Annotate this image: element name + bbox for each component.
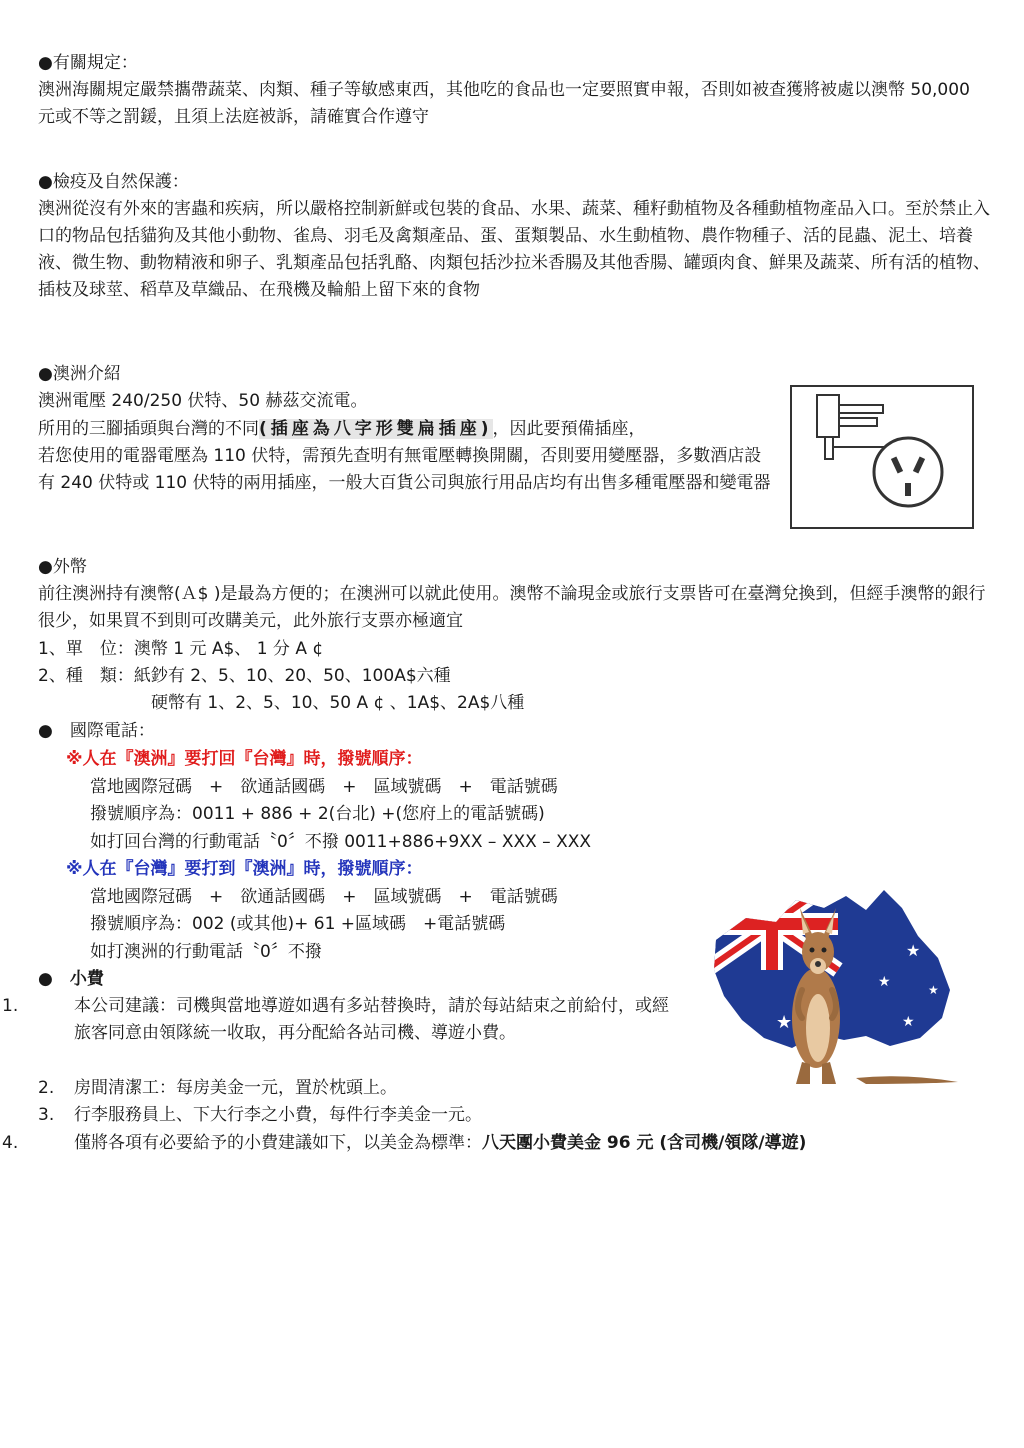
tip-text: 房間清潔工：每房美金一元，置於枕頭上。	[74, 1078, 397, 1098]
tips-heading: ● 小費	[38, 969, 104, 989]
currency-kinds-coins: 硬幣有 1、2、5、10、50 A ¢ 、1A$、2A$八種	[151, 693, 525, 713]
tip-text: 行李服務員上、下大行李之小費，每件行李美金一元。	[74, 1105, 482, 1125]
au-to-tw-title: ※人在『澳洲』要打回『台灣』時，撥號順序：	[66, 749, 423, 769]
tip-text: 僅將各項有必要給予的小費建議如下，以美金為標準：	[74, 1133, 482, 1153]
voltage-advice: 若您使用的電器電壓為 110 伏特，需預先查明有無電壓轉換開關，否則要用變壓器，多數酒店設有 240 伏特或 110 伏特的兩用插座，一般大百貨公司與旅行用品店均有出售多種電壓器和變電器	[38, 446, 771, 493]
au-order: 撥號順序為：0011 + 886 + 2(台北) +(您府上的電話號碼)	[90, 804, 545, 824]
currency-unit: 1、單 位：澳幣 1 元 A$、 1 分 A ¢	[38, 639, 324, 659]
tip-item-2	[38, 1075, 397, 1102]
tw-to-au-title: ※人在『台灣』要打到『澳洲』時，撥號順序：	[66, 859, 423, 879]
customs-text: 澳洲海關規定嚴禁攜帶蔬菜、肉類、種子等敏感東西，其他吃的食品也一定要照實申報，否則如被查獲將被處以澳幣 50,000 元或不等之罰鍰，且須上法庭被訴，請確實合作遵守	[38, 80, 970, 127]
plug-line	[38, 416, 646, 443]
star-icon: ★	[902, 1014, 915, 1030]
kangaroo-australia-image	[706, 878, 958, 1090]
tip-item-1	[2, 993, 674, 1047]
voltage-line: 澳洲電壓 240/250 伏特、50 赫茲交流電。	[38, 391, 368, 411]
plug-type-highlight: (插座為八字形雙扁插座)	[259, 419, 493, 439]
star-icon: ★	[776, 1012, 793, 1033]
customs-heading: ●有關規定：	[38, 53, 138, 73]
tip-item-3	[38, 1102, 482, 1129]
star-icon: ★	[878, 974, 891, 990]
tw-formula: 當地國際冠碼 + 欲通話國碼 + 區域號碼 + 電話號碼	[90, 887, 558, 907]
quarantine-text: 澳洲從沒有外來的害蟲和疾病，所以嚴格控制新鮮或包裝的食品、水果、蔬菜、種籽動植物及各種動植物產品入口。至於禁止入口的物品包括貓狗及其他小動物、雀鳥、羽毛及禽類產品、蛋、蛋類製品、水生動植物、農作物種子、活的昆蟲、泥土、培養液、微生物、動物精液和卵子、乳類產品包括乳酪、肉類包括沙拉米香腸及其他香腸、罐頭肉食、鮮果及蔬菜、所有活的植物、插枝及球莖、稻草及草織品、在飛機及輪船上留下來的食物	[38, 199, 990, 300]
currency-text: 前往澳洲持有澳幣(Ａ$ )是最為方便的；在澳洲可以就此使用。澳幣不論現金或旅行支票皆可在臺灣兌換到，但經手澳幣的銀行很少，如果買不到則可改購美元，此外旅行支票亦極適宜	[38, 584, 986, 631]
intro-heading: ●澳洲介紹	[38, 364, 121, 384]
tip-number: 3.	[38, 1105, 55, 1125]
currency-kinds-notes: 2、種 類：紙鈔有 2、5、10、20、50、100A$六種	[38, 666, 451, 686]
plug-socket-image	[790, 385, 974, 529]
plug-text-post: ，因此要預備插座，	[492, 419, 646, 439]
tw-mobile: 如打澳洲的行動電話〝0〞不撥	[90, 942, 322, 962]
currency-heading: ●外幣	[38, 557, 87, 577]
tip-number: 1.	[2, 996, 19, 1016]
au-mobile: 如打回台灣的行動電話〝0〞不撥 0011+886+9XX – XXX – XXX	[90, 832, 592, 852]
quarantine-heading: ●檢疫及自然保護：	[38, 172, 189, 192]
star-icon: ★	[906, 941, 921, 960]
plug-text-pre: 所用的三腳插頭與台灣的不同	[38, 419, 259, 439]
tip-number: 4.	[2, 1133, 19, 1153]
tip-item-4	[2, 1130, 1004, 1157]
tw-order: 撥號順序為：002 (或其他)+ 61 +區域碼 +電話號碼	[90, 914, 506, 934]
tip-number: 2.	[38, 1078, 55, 1098]
tip-amount-highlight: 八天團小費美金 96 元 (含司機/領隊/導遊)	[482, 1133, 807, 1153]
phone-heading: ● 國際電話：	[38, 721, 155, 741]
tip-text: 本公司建議：司機與當地導遊如遇有多站替換時，請於每站結束之前給付，或經旅客同意由領隊統一收取，再分配給各站司機、導遊小費。	[74, 996, 669, 1043]
au-formula: 當地國際冠碼 + 欲通話國碼 + 區域號碼 + 電話號碼	[90, 777, 558, 797]
star-icon: ★	[928, 983, 939, 997]
